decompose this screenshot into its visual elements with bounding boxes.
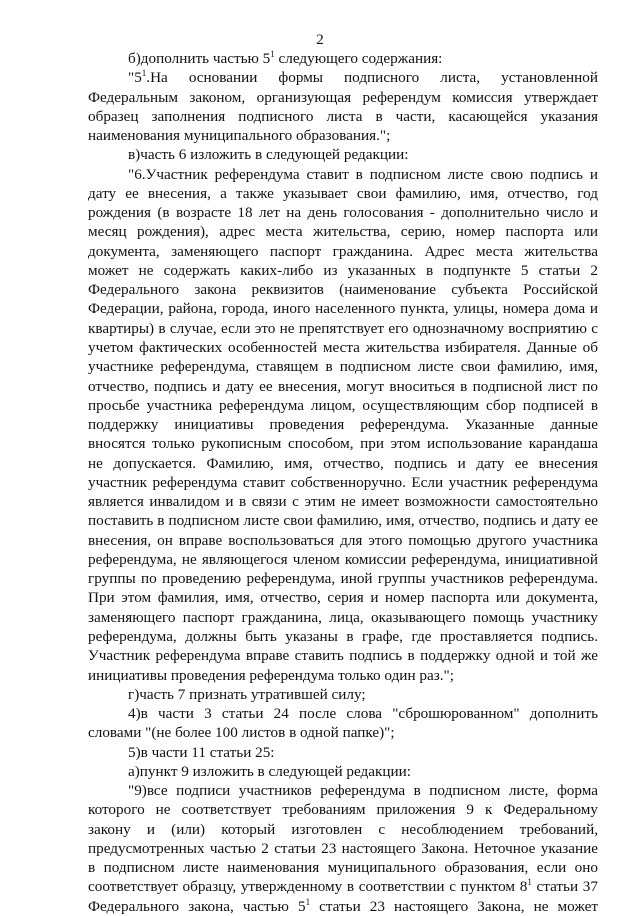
text-line: не допускается. Фамилию, имя, отчество, подпись и дату ее внесения [88, 454, 598, 472]
document-body [88, 49, 598, 916]
text-line: просьбе участника референдума лицом, осуществляющим сбор подписей в [88, 396, 598, 414]
text-line: документа, заменяющего паспорт гражданина. Адрес места жительства [88, 242, 598, 260]
text-line: г)часть 7 признать утратившей силу; [128, 685, 366, 703]
text-line: рождения (в возрасте 18 лет на день голосования - дополнительно число и [88, 204, 598, 222]
text-line: референдума, должны быть указаны в графе, где проставляется подпись. [88, 627, 598, 645]
text-line: в)часть 6 изложить в следующей редакции: [128, 146, 409, 164]
text-line: отчество, подпись и дату ее внесения, могут вноситься в подписной лист по [88, 377, 598, 395]
text-line: инициативы проведения референдума только один раз."; [88, 666, 454, 684]
text-line: "9)все подписи участников референдума в подписном листе, форма [128, 782, 598, 800]
text-line: закону и (или) который изготовлен с несоблюдением требований, [88, 820, 598, 838]
text-line: а)пункт 9 изложить в следующей редакции: [128, 762, 411, 780]
text-line: в подписном листе наименования муниципального образования, если оно [88, 859, 598, 877]
text-line: б)дополнить частью $5^1$ следующего содержания: [128, 49, 443, 67]
text-line: Федерального закона реквизитов (наименование субъекта Российской [88, 281, 598, 299]
text-line: предусмотренных частью 2 статьи 23 настоящего Закона. Неточное указание [88, 839, 598, 857]
text-line: Федерации, района, города, иного населенного пункта, улицы, номера дома и [88, 300, 598, 318]
text-line: 5)в части 11 статьи 25: [128, 743, 275, 761]
text-line: референдума, не являющегося членом комиссии референдума, инициативной [88, 550, 598, 568]
text-line: Федеральным законом, организующая референдум комиссия утверждает [88, 88, 598, 106]
text-line: Федерального закона, частью $5^1$ статьи 23 настоящего Закона, не может [88, 896, 598, 915]
text-line: вносятся только рукописным способом, при этом использование карандаша [88, 435, 598, 453]
text-line: "$5^1.На$ основании формы подписного листа, установленной [128, 68, 598, 87]
text-line: При этом фамилия, имя, отчество, серия и номер паспорта или документа, [88, 589, 598, 607]
text-line: участник референдума ставит собственноручно. Если участник референдума [88, 473, 598, 491]
text-line: дату ее внесения, а также указывает свои фамилию, имя, отчество, год [88, 184, 598, 202]
text-line: может не содержать каких-либо из указанных в подпункте 5 статьи 2 [88, 261, 598, 279]
text-line: поддержку инициативы проведения референдума. Указанные данные [88, 416, 598, 434]
text-line: является инвалидом и в связи с этим не имеет возможности самостоятельно [88, 493, 598, 511]
text-line: соответствует образцу, утвержденному в соответствии с пунктом $8^1$ статьи 37 [88, 877, 598, 896]
text-line: наименования муниципального образования."; [88, 127, 391, 145]
text-line: внесения, он вправе воспользоваться для этого помощью другого участника [88, 531, 598, 549]
text-line: месяц рождения), адрес места жительства, серию, номер паспорта или [88, 223, 598, 241]
text-line: 4)в части 3 статьи 24 после слова "сброшюрованном" дополнить [128, 705, 598, 723]
text-line: участнике референдума, ставящем в подписном листе свои фамилию, имя, [88, 358, 598, 376]
text-line: квартиры) в случае, если это не препятствует его однозначному восприятию с [88, 319, 598, 337]
text-line: учетом фактических особенностей места жительства избирателя. Данные об [88, 338, 598, 356]
text-line: словами "(не более 100 листов в одной папке)"; [88, 724, 395, 742]
text-line: поставить в подписном листе свои фамилию, имя, отчество, подпись и дату ее [88, 512, 598, 530]
text-line: группы по проведению референдума, иной группы участников референдума. [88, 570, 598, 588]
text-line: образец заполнения подписного листа в части, касающейся указания [88, 107, 598, 125]
text-line: Участник референдума вправе ставить подпись в поддержку одной и той же [88, 647, 598, 665]
page-number: 2 [316, 32, 324, 48]
text-line: "6.Участник референдума ставит в подписном листе свою подпись и [128, 165, 598, 183]
text-line: которого не соответствует требованиям приложения 9 к Федеральному [88, 801, 598, 819]
text-line: заменяющего паспорт гражданина, лица, оказывающего помощь участнику [88, 608, 598, 626]
